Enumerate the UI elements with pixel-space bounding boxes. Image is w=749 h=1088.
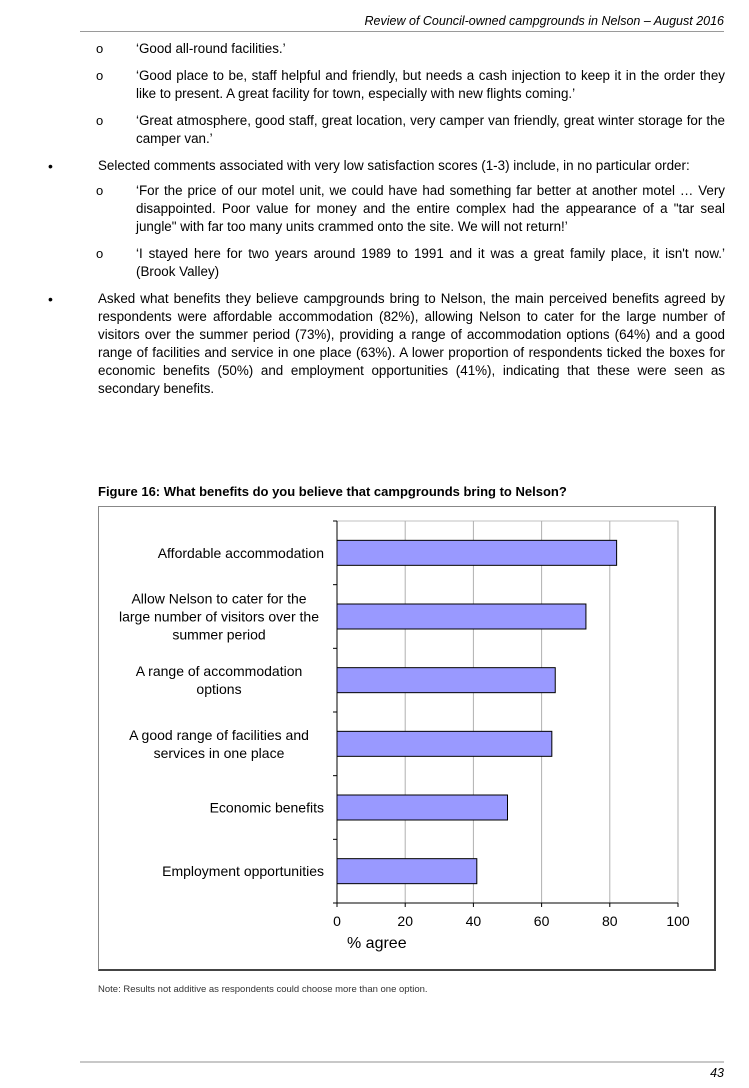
figure-note: Note: Results not additive as respondents could choose more than one option. xyxy=(98,984,428,995)
x-tick-label: 100 xyxy=(666,913,690,929)
comment-text: ‘Great atmosphere, good staff, great location, very camper van friendly, great winter storage for the camper van.’ xyxy=(136,113,725,146)
low-scores-intro: Selected comments associated with very low satisfaction scores (1-3) include, in no particular order: xyxy=(98,158,690,173)
sub-bullet-marker: o xyxy=(96,41,104,56)
comment-text: ‘Good place to be, staff helpful and friendly, but needs a cash injection to keep it in the order they like to present. A great facility for town, especially with new flights coming.’ xyxy=(136,68,725,101)
x-tick-label: 60 xyxy=(533,913,550,929)
x-tick-label: 40 xyxy=(465,913,482,929)
page-number: 43 xyxy=(710,1066,724,1080)
x-tick-label: 0 xyxy=(333,913,341,929)
x-tick-label: 80 xyxy=(602,913,618,929)
x-tick-label: 20 xyxy=(397,913,413,929)
bar xyxy=(337,540,617,565)
category-label: options xyxy=(196,681,242,698)
category-label: Affordable accommodation xyxy=(157,544,324,561)
comment-item xyxy=(48,182,725,236)
benefits-paragraph: Asked what benefits they believe campgrounds bring to Nelson, the main perceived benefits agreed by respondents were affordable accommodation (82%), allowing Nelson to cater for the large number of visitors over the summer period (73%), providing a range of accommodation options (64%) and a good range of facilities and service in one place (63%). A lower proportion of respondents ticked the boxes for economic benefits (50%) and employment opportunities (41%), indicating that these were seen as secondary benefits. xyxy=(98,291,725,396)
bullet-item xyxy=(48,157,725,175)
bar xyxy=(337,604,586,629)
bar xyxy=(337,668,555,693)
comment-item xyxy=(48,40,725,58)
comment-item xyxy=(48,67,725,103)
category-label: services in one place xyxy=(153,744,285,761)
bullet-marker: • xyxy=(48,291,53,307)
category-label: Allow Nelson to cater for the xyxy=(131,590,307,607)
sub-bullet-marker: o xyxy=(96,68,104,83)
bar xyxy=(337,731,552,756)
chart-frame xyxy=(98,506,716,971)
category-label: Economic benefits xyxy=(209,799,324,816)
sub-bullet-marker: o xyxy=(96,183,104,198)
sub-bullet-marker: o xyxy=(96,113,104,128)
bar xyxy=(337,795,508,820)
bar-chart xyxy=(99,507,715,970)
comment-text: ‘I stayed here for two years around 1989 to 1991 and it was a great family place, it isn't now.’ (Brook Valley) xyxy=(136,246,725,279)
category-label: A range of accommodation xyxy=(135,663,303,680)
footer-rule xyxy=(80,1061,724,1063)
comment-item xyxy=(48,112,725,148)
category-label: large number of visitors over the xyxy=(119,608,319,625)
running-header: Review of Council-owned campgrounds in Nelson – August 2016 xyxy=(364,14,724,28)
comment-text: ‘Good all-round facilities.’ xyxy=(136,41,286,56)
category-label: A good range of facilities and xyxy=(129,726,309,743)
plot-area xyxy=(337,521,678,903)
category-label: Employment opportunities xyxy=(162,863,324,880)
comment-item xyxy=(48,245,725,281)
bullet-marker: • xyxy=(48,158,53,174)
header-rule xyxy=(80,31,724,32)
sub-bullet-marker: o xyxy=(96,246,104,261)
bullet-item xyxy=(48,290,725,398)
x-axis-title: % agree xyxy=(347,935,407,952)
body-text xyxy=(48,40,725,398)
comment-text: ‘For the price of our motel unit, we could have had something far better at another motel … Very disappointed. Poor value for money and the entire complex had the appearance of a "tar seal jungle" with far too many units crammed onto the site. We will not return!’ xyxy=(136,183,725,234)
category-label: summer period xyxy=(172,626,266,643)
bar xyxy=(337,859,477,884)
figure-caption: Figure 16: What benefits do you believe that campgrounds bring to Nelson? xyxy=(98,484,567,499)
